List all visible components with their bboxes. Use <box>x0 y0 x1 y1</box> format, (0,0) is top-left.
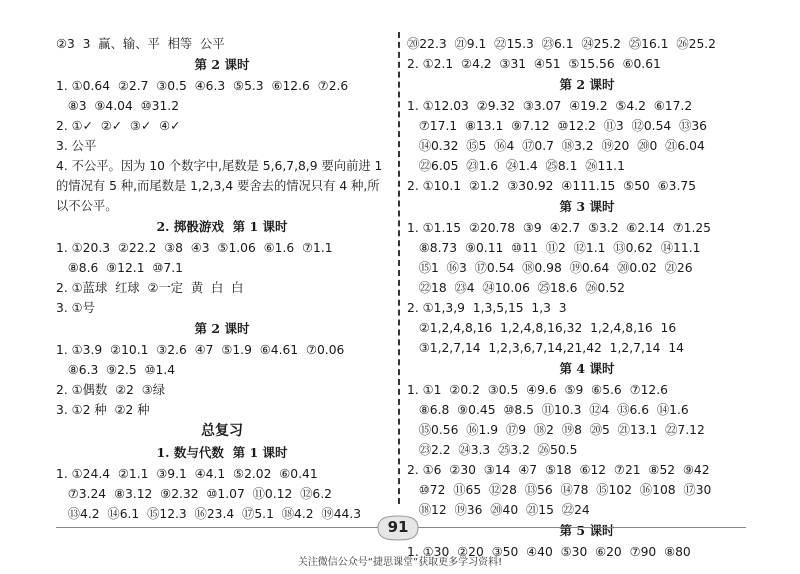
answer-line: 3. 公平 <box>56 139 97 153</box>
answer-line: ⑧6.3 ⑨2.5 ⑩1.4 <box>56 363 176 377</box>
right-column <box>407 34 767 562</box>
section-heading: 第 2 课时 <box>194 321 250 336</box>
page-number-badge <box>372 514 424 542</box>
answer-line: ⑮1 ⑯3 ⑰0.54 ⑱0.98 ⑲0.64 ⑳0.02 ㉑26 <box>407 261 693 275</box>
answer-line: 3. ①号 <box>56 301 95 315</box>
section-heading: 第 2 课时 <box>559 77 615 92</box>
chapter-heading: 总复习 <box>201 423 243 439</box>
answer-line: 2. ①蓝球 红球 ②一定 黄 白 白 <box>56 281 244 295</box>
answer-line: ⑦17.1 ⑧13.1 ⑨7.12 ⑩12.2 ⑪3 ⑫0.54 ⑬36 <box>407 119 707 133</box>
answer-line: 3. ①2 种 ②2 种 <box>56 403 150 417</box>
column-divider <box>398 32 400 504</box>
left-column <box>56 34 388 524</box>
answer-line: ③1,2,7,14 1,2,3,6,7,14,21,42 1,2,7,14 14 <box>407 341 684 355</box>
answer-line: 2. ①6 ②30 ③14 ④7 ⑤18 ⑥12 ⑦21 ⑧52 ⑨42 <box>407 463 710 477</box>
answer-line: 2. ①1,3,9 1,3,5,15 1,3 3 <box>407 301 567 315</box>
page-number: 91 <box>387 518 409 536</box>
footer-note: 关注微信公众号“捷思课堂”获取更多学习资料! <box>297 557 503 568</box>
answer-line: 2. ①2.1 ②4.2 ③31 ④51 ⑤15.56 ⑥0.61 <box>407 57 661 71</box>
answer-line: ⑮0.56 ⑯1.9 ⑰9 ⑱2 ⑲8 ⑳5 ㉑13.1 ㉒7.12 <box>407 423 705 437</box>
answer-paragraph: 4. 不公平。因为 10 个数字中,尾数是 5,6,7,8,9 要向前进 1 的情况有 5 种,而尾数是 1,2,3,4 要舍去的情况只有 4 种,所以不公平。 <box>56 159 383 213</box>
answer-line: ㉒18 ㉓4 ㉔10.06 ㉕18.6 ㉖0.52 <box>407 281 625 295</box>
answer-line: ⑭0.32 ⑮5 ⑯4 ⑰0.7 ⑱3.2 ⑲20 ⑳0 ㉑6.04 <box>407 139 705 153</box>
section-heading: 1. 数与代数 第 1 课时 <box>156 445 288 460</box>
answer-line: 1. ①12.03 ②9.32 ③3.07 ④19.2 ⑤4.2 ⑥17.2 <box>407 99 693 113</box>
answer-line: ②1,2,4,8,16 1,2,4,8,16,32 1,2,4,8,16 16 <box>407 321 677 335</box>
answer-line: 1. ①24.4 ②1.1 ③9.1 ④4.1 ⑤2.02 ⑥0.41 <box>56 467 318 481</box>
answer-line: ㉓2.2 ㉔3.3 ㉕3.2 ㉖50.5 <box>407 443 578 457</box>
answer-line: 1. ①0.64 ②2.7 ③0.5 ④6.3 ⑤5.3 ⑥12.6 ⑦2.6 <box>56 79 349 93</box>
answer-line: ⑦3.24 ⑧3.12 ⑨2.32 ⑩1.07 ⑪0.12 ⑫6.2 <box>56 487 332 501</box>
answer-line: 2. ①✓ ②✓ ③✓ ④✓ <box>56 119 181 133</box>
section-heading: 第 2 课时 <box>194 57 250 72</box>
section-heading: 第 5 课时 <box>559 523 615 538</box>
answer-line: ⑳22.3 ㉑9.1 ㉒15.3 ㉓6.1 ㉔25.2 ㉕16.1 ㉖25.2 <box>407 37 716 51</box>
answer-line: 1. ①1.15 ②20.78 ③9 ④2.7 ⑤3.2 ⑥2.14 ⑦1.25 <box>407 221 711 235</box>
section-heading: 第 3 课时 <box>559 199 615 214</box>
answer-line: ⑧6.8 ⑨0.45 ⑩8.5 ⑪10.3 ⑫4 ⑬6.6 ⑭1.6 <box>407 403 689 417</box>
answer-line: 1. ①30 ②20 ③50 ④40 ⑤30 ⑥20 ⑦90 ⑧80 <box>407 545 691 559</box>
answer-line: 2. ①10.1 ②1.2 ③30.92 ④111.15 ⑤50 ⑥3.75 <box>407 179 697 193</box>
answer-line: 1. ①3.9 ②10.1 ③2.6 ④7 ⑤1.9 ⑥4.61 ⑦0.06 <box>56 343 345 357</box>
answer-line: ⑧3 ⑨4.04 ⑩31.2 <box>56 99 180 113</box>
section-heading: 2. 掷骰游戏 第 1 课时 <box>156 219 288 234</box>
answer-line: 1. ①20.3 ②22.2 ③8 ④3 ⑤1.06 ⑥1.6 ⑦1.1 <box>56 241 333 255</box>
answer-line: ⑧8.73 ⑨0.11 ⑩11 ⑪2 ⑫1.1 ⑬0.62 ⑭11.1 <box>407 241 701 255</box>
answer-line: ⑧8.6 ⑨12.1 ⑩7.1 <box>56 261 183 275</box>
answer-line: ②3 3 赢、输、平 相等 公平 <box>56 37 225 51</box>
answer-line: ⑬4.2 ⑭6.1 ⑮12.3 ⑯23.4 ⑰5.1 ⑱4.2 ⑲44.3 <box>56 507 362 521</box>
answer-line: ⑩72 ⑪65 ⑫28 ⑬56 ⑭78 ⑮102 ⑯108 ⑰30 <box>407 483 712 497</box>
section-heading: 第 4 课时 <box>559 361 615 376</box>
answer-line: 1. ①1 ②0.2 ③0.5 ④9.6 ⑤9 ⑥5.6 ⑦12.6 <box>407 383 668 397</box>
answer-line: ⑱12 ⑲36 ⑳40 ㉑15 ㉒24 <box>407 503 590 517</box>
answer-line: 2. ①偶数 ②2 ③绿 <box>56 383 166 397</box>
answer-line: ㉒6.05 ㉓1.6 ㉔1.4 ㉕8.1 ㉖11.1 <box>407 159 625 173</box>
